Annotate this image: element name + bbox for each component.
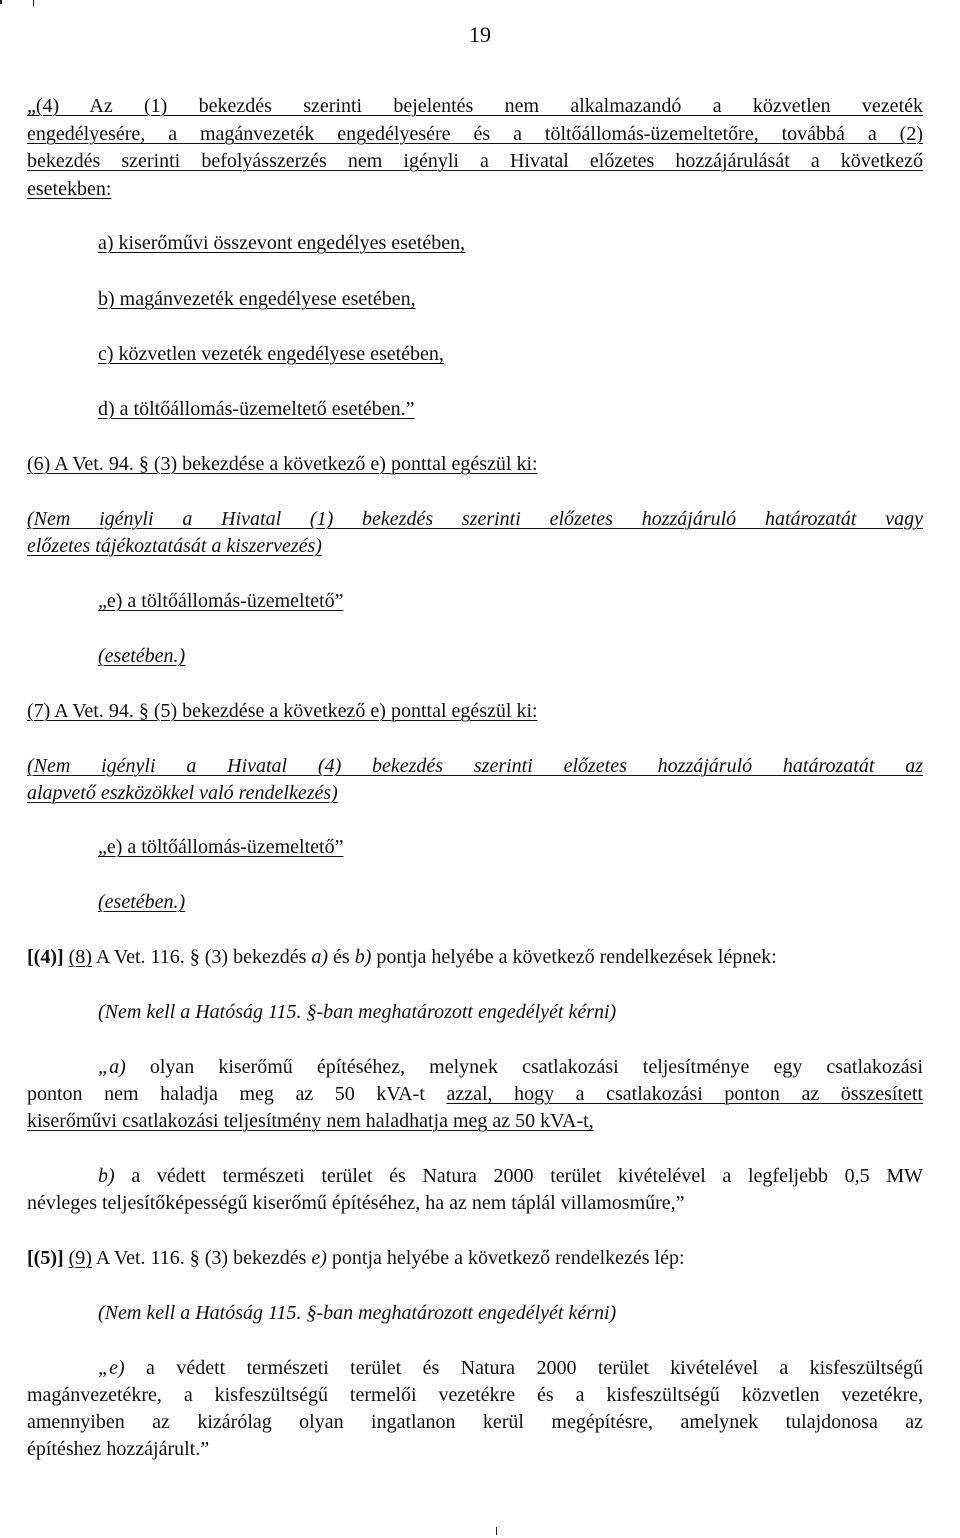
point6-context-line2: előzetes tájékoztatását a kiszervezés) (27, 535, 322, 557)
page-number: 19 (469, 22, 491, 47)
para4-line3: bekezdés szerinti befolyásszerzés nem igényli a Hivatal előzetes hozzájárulását a következő (27, 150, 923, 172)
list-item-b: b) magánvezeték engedélyese esetében, (98, 288, 416, 310)
point9-old-number: [(5)] (27, 1247, 64, 1269)
point9-e-line2: magánvezetékre, a kisfeszültségű termelői vezetékre és a kisfeszültségű közvetlen vezetékre, (27, 1384, 923, 1406)
point8-a-text2-plain: ponton nem haladja meg az 50 kVA-t (27, 1083, 447, 1105)
point8-a-text2-inserted: azzal, hogy a csatlakozási ponton az összesített (446, 1083, 923, 1105)
point8-b-text1: a védett természeti terület és Natura 2000 terület kivételével a legfeljebb 0,5 MW (114, 1165, 923, 1187)
point9-e-line4: építéshez hozzájárult.” (27, 1438, 210, 1460)
para4-line2: engedélyesére, a magánvezeték engedélyesére és a töltőállomás-üzemeltetőre, továbbá a (2) (27, 123, 923, 145)
list-item-c: c) közvetlen vezeték engedélyese esetében, (98, 343, 444, 365)
point7-context-line1: (Nem igényli a Hivatal (4) bekezdés szerinti előzetes hozzájáruló határozatát az (27, 755, 923, 777)
point8-intro-text: A Vet. 116. § (3) bekezdés (91, 946, 312, 968)
point7-intro (27, 698, 538, 725)
point8-b-ref: b) (354, 946, 372, 968)
point7-context-line2: alapvető eszközökkel való rendelkezés) (27, 782, 338, 804)
point8-a-line3: kiserőművi csatlakozási teljesítmény nem haladhatja meg az 50 kVA-t, (27, 1110, 594, 1132)
point7-intro-prefix: (7) A Vet. 94. (27, 700, 139, 722)
point8-a-text1: olyan kiserőmű építéséhez, melynek csatlakozási teljesítménye egy csatlakozási (125, 1056, 923, 1078)
point9-intro-text: A Vet. 116. § (3) bekezdés (91, 1247, 312, 1269)
point8-a-line2 (27, 1081, 923, 1108)
point6-point-e: „e) a töltőállomás-üzemeltető” (98, 590, 344, 612)
point8-b-line1 (27, 1163, 923, 1190)
point8-and: és (328, 946, 355, 968)
point6-intro (27, 451, 538, 478)
para4-line1: „(4) Az (1) bekezdés szerinti bejelentés nem alkalmazandó a közvetlen vezeték (27, 95, 923, 117)
point9-context: (Nem kell a Hatóság 115. §-ban meghatározott engedélyét kérni) (98, 1302, 617, 1324)
list-item-d: d) a töltőállomás-üzemeltető esetében.” (98, 398, 415, 420)
point9-new-number: (9) (68, 1247, 92, 1269)
point8-a-line1 (27, 1054, 923, 1081)
point8-intro-end: pontja helyébe a következő rendelkezések lépnek: (371, 946, 777, 968)
point8-context: (Nem kell a Hatóság 115. §-ban meghatározott engedélyét kérni) (98, 1001, 617, 1023)
point6-intro-rest: § (3) bekezdése a következő e) ponttal egészül ki: (138, 453, 538, 475)
point8-b-line2: névleges teljesítőképességű kiserőmű építéséhez, ha az nem táplál villamosműre,” (27, 1192, 685, 1214)
point7-point-e: „e) a töltőállomás-üzemeltető” (98, 836, 344, 858)
point7-intro-rest: § (5) bekezdése a következő e) ponttal egészül ki: (138, 700, 538, 722)
scan-mark-bottom (496, 1527, 497, 1535)
point8-new-number: (8) (68, 946, 92, 968)
para4-line4: esetekben: (27, 178, 112, 200)
point6-intro-prefix: (6) A Vet. 94. (27, 453, 139, 475)
point8-intro (27, 944, 777, 971)
point9-e-line3: amennyiben az kizárólag olyan ingatlanon kerül megépítésre, amelynek tulajdonosa az (27, 1411, 923, 1433)
point9-e-open: „e) (98, 1357, 125, 1379)
scan-mark-top-left (0, 0, 2, 4)
point8-old-number: [(4)] (27, 946, 64, 968)
point8-b-label: b) (98, 1165, 115, 1187)
scan-mark-top (33, 0, 34, 6)
point8-a-ref: a) (311, 946, 329, 968)
point6-closing: (esetében.) (98, 645, 186, 667)
point8-a-open: „a) (98, 1056, 126, 1078)
point9-e-text1: a védett természeti terület és Natura 2000 terület kivételével a kisfeszültségű (124, 1357, 923, 1379)
point9-intro-end: pontja helyébe a következő rendelkezés lép: (326, 1247, 685, 1269)
point9-e-line1 (27, 1355, 923, 1382)
point9-e-ref: e) (311, 1247, 327, 1269)
point7-closing: (esetében.) (98, 891, 186, 913)
list-item-a: a) kiserőművi összevont engedélyes esetében, (98, 232, 466, 254)
point6-context-line1: (Nem igényli a Hivatal (1) bekezdés szerinti előzetes hozzájáruló határozatát vagy (27, 508, 923, 530)
point9-intro (27, 1245, 685, 1272)
